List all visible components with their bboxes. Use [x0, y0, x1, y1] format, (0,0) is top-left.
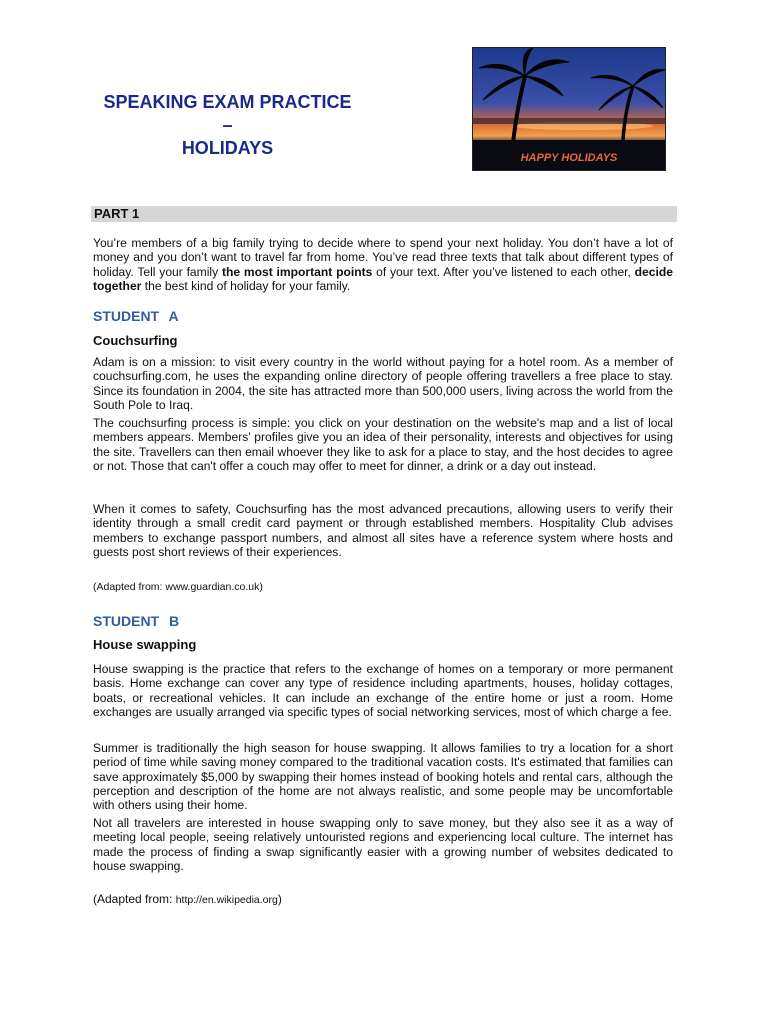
student-a-paragraph-3: When it comes to safety, Couchsurfing has the most advanced precautions, allowing users to verify their identity through a small credit card payment or through established members. Hospitality Club advises members to exchange passport numbers, and almost all sites have a reference system where hosts and guests post short reviews of their experiences. [93, 502, 673, 559]
student-a-paragraph-1: Adam is on a mission: to visit every country in the world without paying for a hotel room. As a member of couchsurfing.com, he uses the expanding online directory of people offering travellers a free place to stay. Since its foundation in 2004, the site has attracted more than 500,000 users, living across the world from the South Pole to Iraq. [93, 355, 673, 412]
page-title [100, 91, 355, 160]
emphasis-text: the most important points [221, 264, 373, 279]
student-b-paragraph-3: Not all travelers are interested in house swapping only to save money, but they also see it as a way of meeting local people, seeing relatively untouristed regions and experiencing local culture. The internet has made the process of finding a swap significantly easier with a growing number of websites dedicated to house swapping. [93, 816, 673, 873]
student-b-source-prefix: (Adapted from: [93, 892, 176, 906]
instruction-text: You’re members of a big family trying to decide where to spend your next holiday. You don’t have a lot of money and you don’t want to travel far from home. You’ve read three texts that talk about different types of holiday. Tell your family [93, 236, 673, 279]
emphasis-text: decide together [93, 264, 673, 293]
student-a-title: Couchsurfing [93, 333, 178, 348]
instruction-text: of your text. After you’ve listened to each other, [372, 264, 635, 279]
part-1-heading: PART 1 [91, 206, 677, 222]
part-1-instructions [93, 236, 673, 293]
student-b-label: STUDENT B [93, 613, 180, 629]
instruction-text: the best kind of holiday for your family. [141, 278, 351, 293]
student-b-title: House swapping [93, 637, 197, 652]
title-line-2: HOLIDAYS [181, 138, 274, 158]
student-a-source: (Adapted from: www.guardian.co.uk) [93, 581, 263, 593]
student-a-paragraph-2: The couchsurfing process is simple: you click on your destination on the website's map and a list of local members appears. Members' profiles give you an idea of their personality, interests and objectives for using the site. Travellers can then email whoever they like to ask for a place to stay, and the host decides to agree or not. Those that can't offer a couch may offer to meet for dinner, a drink or a day out instead. [93, 416, 673, 473]
student-a-label: STUDENT A [93, 308, 179, 324]
banner-text: HAPPY HOLIDAYS [520, 152, 618, 164]
title-line-1: SPEAKING EXAM PRACTICE – [103, 92, 352, 135]
student-b-paragraph-1: House swapping is the practice that refers to the exchange of homes on a temporary or more permanent basis. Home exchange can cover any type of residence including apartments, houses, holiday cottages, boats, or recreational vehicles. It can include an exchange of the entire home or just a room. Home exchanges are usually arranged via specific types of social networking services, most of which charge a fee. [93, 662, 673, 719]
happy-holidays-image [472, 47, 666, 171]
student-b-source-suffix: ) [277, 892, 282, 906]
student-b-source [93, 893, 282, 907]
student-b-source-link: http://en.wikipedia.org [175, 894, 278, 906]
student-b-paragraph-2: Summer is traditionally the high season for house swapping. It allows families to try a location for a short period of time while saving money compared to the traditional vacation costs. It's estimated that families can save approximately $5,000 by swapping their homes instead of booking hotels and rental cars, although the perception and description of the home are not always realistic, and some people may be uncomfortable with others using their home. [93, 741, 673, 813]
